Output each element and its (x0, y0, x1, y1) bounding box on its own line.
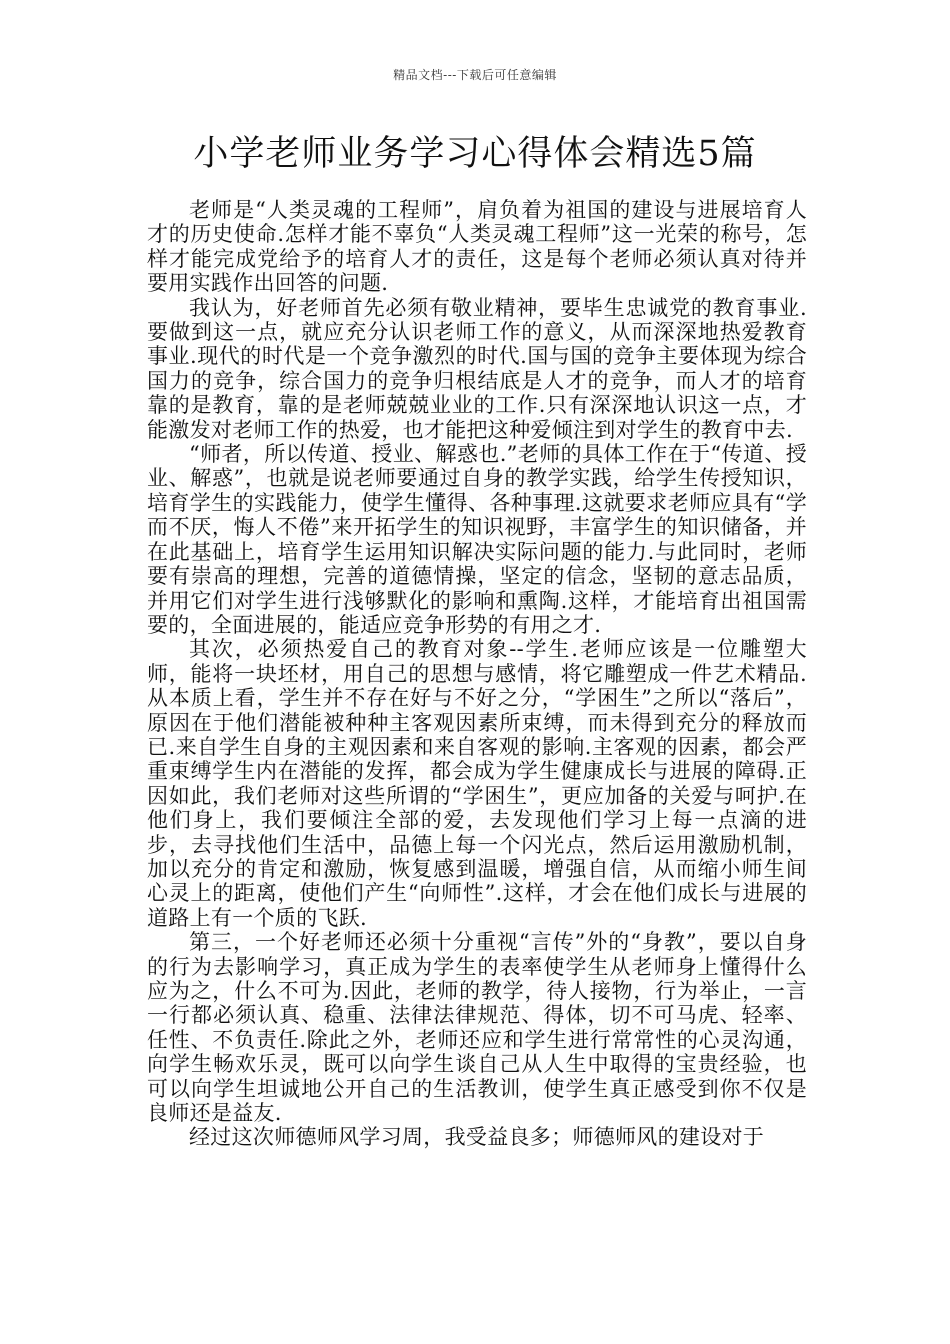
document-title: 小学老师业务学习心得体会精选5篇 (193, 134, 757, 174)
document-body (147, 198, 807, 1150)
page-header-note: 精品文档---下载后可任意编辑 (393, 68, 557, 82)
paragraph-5: 第三，一个好老师还必须十分重视“言传”外的“身教”，要以自身的行为去影响学习，真正成为学生的表率使学生从老师身上懂得什么应为之，什么不可为.因此，老师的教学，待人接物，行为举止，一言一行都必须认真、稳重、法律法律规范、得体，切不可马虎、轻率、任性、不负责任.除此之外，老师还应和学生进行常常性的心灵沟通，向学生畅欢乐灵，既可以向学生谈自己从人生中取得的宝贵经验，也可以向学生坦诚地公开自己的生活教训，使学生真正感受到你不仅是良师还是益友. (147, 930, 807, 1126)
paragraph-6: 经过这次师德师风学习周，我受益良多；师德师风的建设对于 (189, 1125, 765, 1150)
paragraph-3: “师者，所以传道、授业、解惑也.”老师的具体工作在于“传道、授业、解惑”，也就是说老师要通过自身的教学实践，给学生传授知识，培育学生的实践能力，使学生懂得、各种事理.这就要求老师应具有“学而不厌，悔人不倦”来开拓学生的知识视野，丰富学生的知识储备，并在此基础上，培育学生运用知识解决实际问题的能力.与此同时，老师要有崇高的理想，完善的道德情操，坚定的信念，坚韧的意志品质，并用它们对学生进行浅够默化的影响和熏陶.这样，才能培育出祖国需要的，全面进展的，能适应竞争形势的有用之才. (147, 442, 807, 637)
paragraph-1: 老师是“人类灵魂的工程师”，肩负着为祖国的建设与进展培育人才的历史使命.怎样才能不辜负“人类灵魂工程师”这一光荣的称号，怎样才能完成党给予的培育人才的责任，这是每个老师必须认真对待并要用实践作出回答的问题. (147, 198, 807, 296)
paragraph-2: 我认为，好老师首先必须有敬业精神，要毕生忠诚党的教育事业.要做到这一点，就应充分认识老师工作的意义，从而深深地热爱教育事业.现代的时代是一个竞争激烈的时代.国与国的竞争主要体现为综合国力的竞争，综合国力的竞争归根结底是人才的竞争，而人才的培育靠的是教育，靠的是老师兢兢业业的工作.只有深深地认识这一点，才能激发对老师工作的热爱，也才能把这种爱倾注到对学生的教育中去. (147, 295, 807, 442)
paragraph-4: 其次，必须热爱自己的教育对象--学生.老师应该是一位雕塑大师，能将一块坯材，用自己的思想与感情，将它雕塑成一件艺术精品.从本质上看，学生并不存在好与不好之分，“学困生”之所以“落后”，原因在于他们潜能被种种主客观因素所束缚，而未得到充分的释放而已.来自学生自身的主观因素和来自客观的影响.主客观的因素，都会严重束缚学生内在潜能的发挥，都会成为学生健康成长与进展的障碍.正因如此，我们老师对这些所谓的“学困生”，更应加备的关爱与呵护.在他们身上，我们要倾注全部的爱，去发现他们学习上每一点滴的进步，去寻找他们生活中，品德上每一个闪光点，然后运用激励机制，加以充分的肯定和激励，恢复感到温暖，增强自信，从而缩小师生间心灵上的距离，使他们产生“向师性”.这样，才会在他们成长与进展的道路上有一个质的飞跃. (147, 637, 807, 930)
